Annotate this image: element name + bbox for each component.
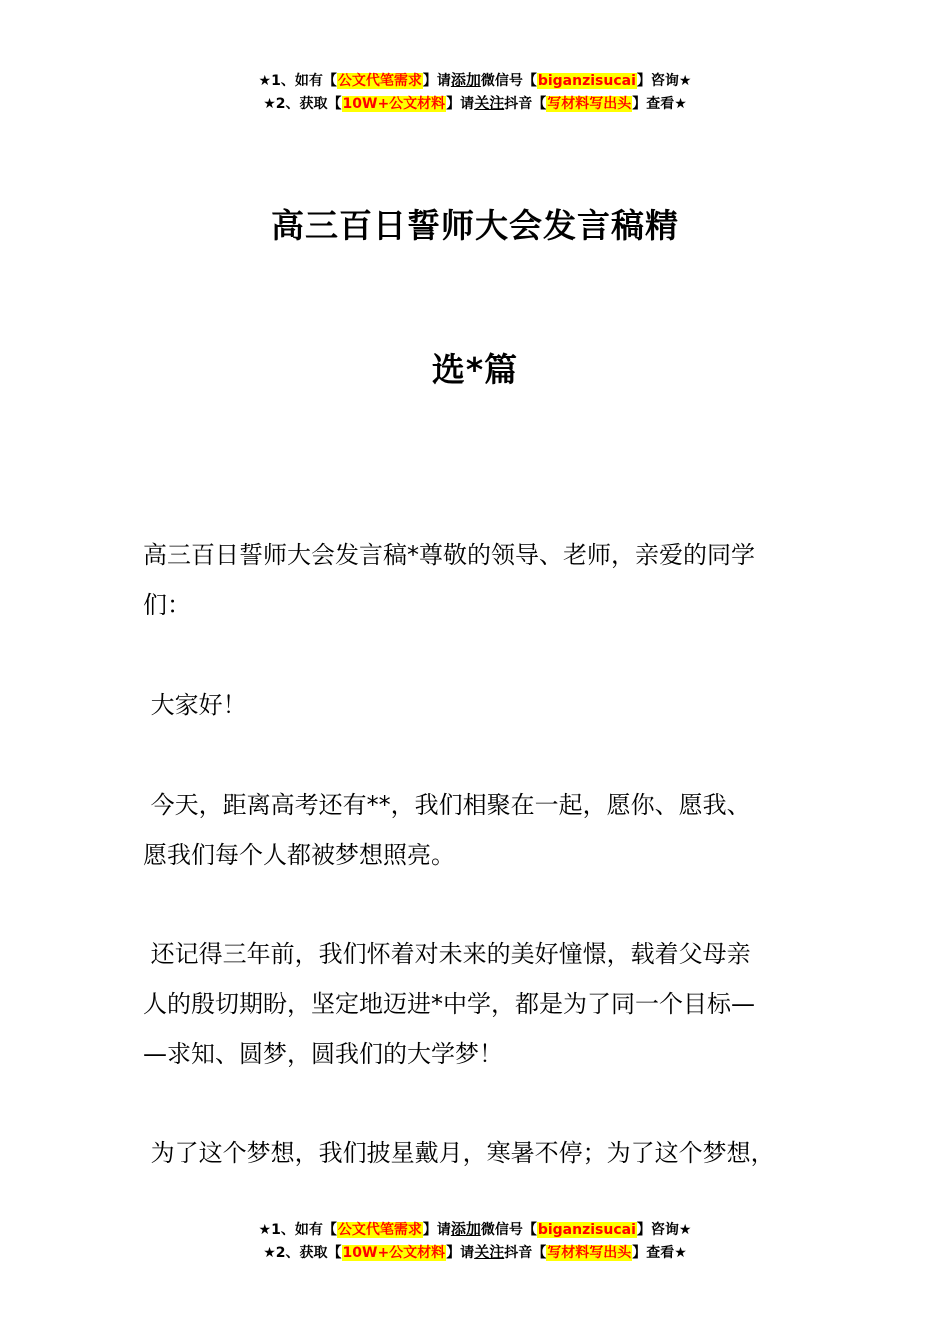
banner-text: 】请	[422, 73, 451, 89]
banner-highlight: 10W+公文材料	[342, 1245, 446, 1261]
banner-highlight: 10W+公文材料	[342, 96, 446, 112]
banner-text: ★1、如有【	[258, 1222, 337, 1238]
page-title-line-2: 选*篇	[431, 350, 519, 389]
banner-text: 抖音【	[504, 1245, 547, 1261]
paragraph-line: 人的殷切期盼，坚定地迈进*中学，都是为了同一个目标—	[143, 990, 755, 1018]
wechat-id-highlight: biganzisucai	[537, 73, 636, 89]
banner-text: ★2、获取【	[263, 96, 342, 112]
banner-line-1	[0, 1218, 950, 1241]
banner-text: 】查看★	[632, 96, 687, 112]
banner-underline: 添加	[450, 1220, 481, 1238]
banner-line-2	[0, 92, 950, 115]
banner-text: ★2、获取【	[263, 1245, 342, 1261]
paragraph-line: —求知、圆梦，圆我们的大学梦！	[143, 1040, 503, 1068]
banner-text: 】请	[446, 1245, 475, 1261]
banner-text: ★1、如有【	[258, 73, 337, 89]
paragraph-1	[143, 530, 823, 630]
paragraph-2	[143, 680, 823, 730]
paragraph-line: 高三百日誓师大会发言稿*尊敬的领导、老师，亲爱的同学	[143, 541, 755, 569]
paragraph-line: 为了这个梦想，我们披星戴月，寒暑不停；为了这个梦想，	[143, 1139, 775, 1167]
douyin-highlight: 写材料写出头	[547, 96, 632, 112]
paragraph-line: 愿我们每个人都被梦想照亮。	[143, 841, 455, 869]
banner-text: 】咨询★	[636, 73, 692, 89]
paragraph-line: 还记得三年前，我们怀着对未来的美好憧憬，载着父母亲	[143, 940, 751, 968]
banner-text: 】请	[446, 96, 475, 112]
paragraph-line: 们：	[143, 591, 191, 619]
banner-text: 抖音【	[504, 96, 547, 112]
banner-text: 微信号【	[480, 1222, 537, 1238]
banner-text: 】咨询★	[636, 1222, 692, 1238]
paragraph-5	[143, 1128, 823, 1178]
banner-highlight: 公文代笔需求	[337, 73, 422, 89]
paragraph-line: 今天，距离高考还有**，我们相聚在一起，愿你、愿我、	[143, 791, 751, 819]
banner-underline: 关注	[474, 94, 505, 112]
banner-underline: 关注	[474, 1243, 505, 1261]
page-title-line-1: 高三百日誓师大会发言稿精	[271, 206, 679, 245]
banner-underline: 添加	[450, 71, 481, 89]
bottom-banner	[0, 1218, 950, 1264]
banner-highlight: 公文代笔需求	[337, 1222, 422, 1238]
top-banner	[0, 69, 950, 115]
douyin-highlight: 写材料写出头	[547, 1245, 632, 1261]
banner-text: 】查看★	[632, 1245, 687, 1261]
wechat-id-highlight: biganzisucai	[537, 1222, 636, 1238]
banner-line-1	[0, 69, 950, 92]
paragraph-3	[143, 780, 823, 880]
banner-text: 】请	[422, 1222, 451, 1238]
banner-line-2	[0, 1241, 950, 1264]
banner-text: 微信号【	[480, 73, 537, 89]
paragraph-4	[143, 929, 823, 1079]
paragraph-line: 大家好！	[143, 691, 247, 719]
